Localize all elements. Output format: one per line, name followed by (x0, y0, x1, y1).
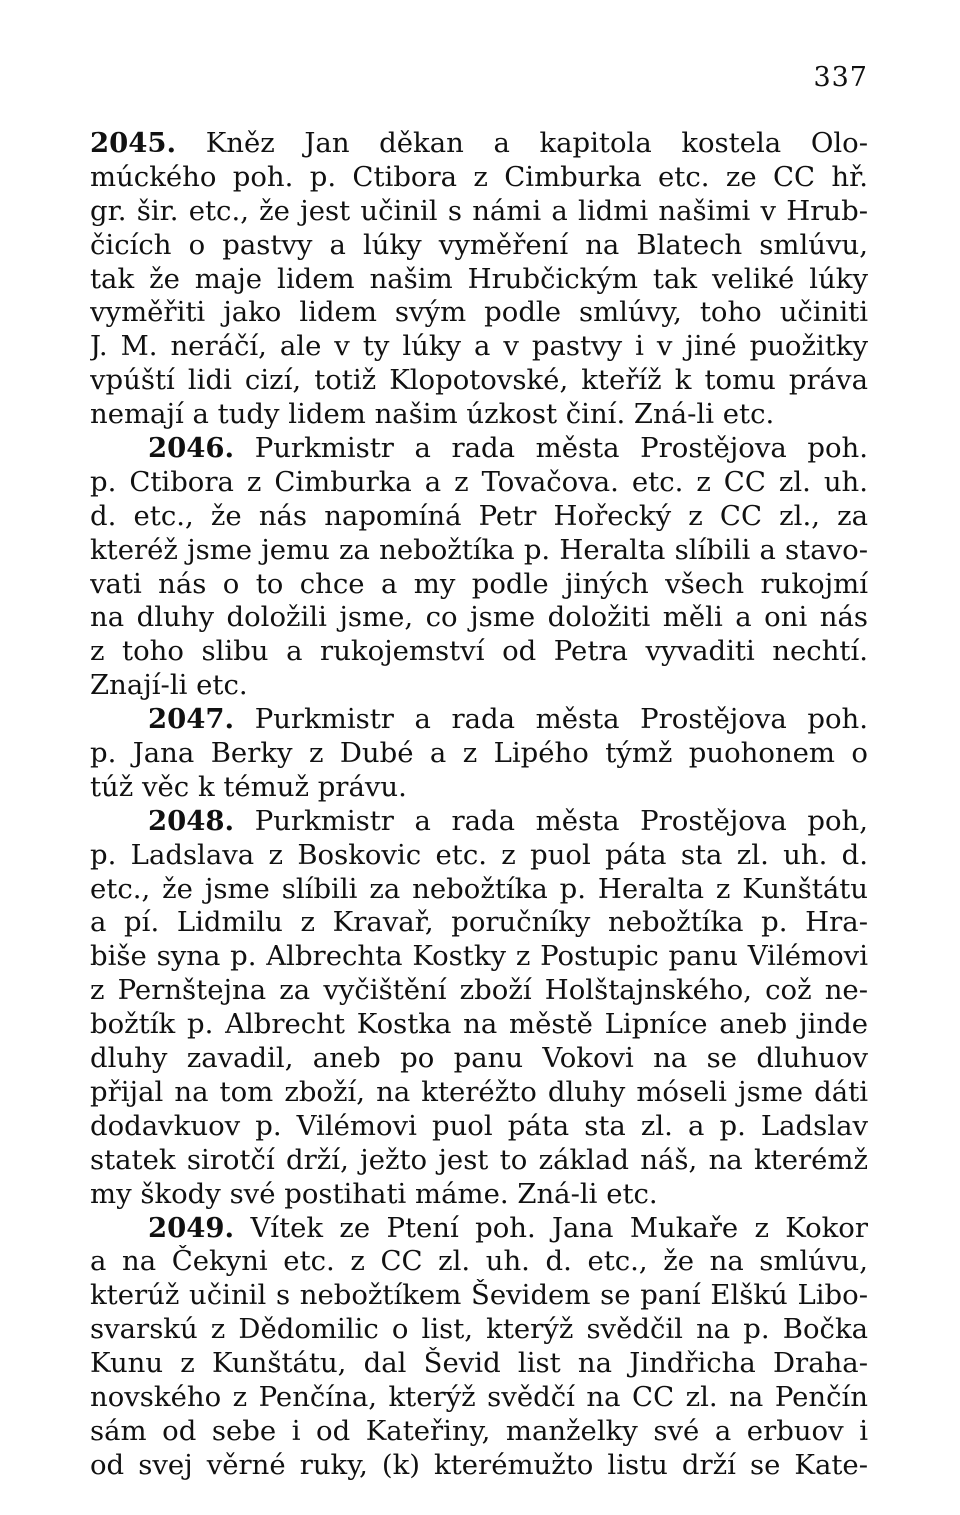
line-text: vati nás o to chce a my podle jiných všech rukojmí (90, 567, 868, 600)
text-line (90, 568, 868, 602)
line-text: p. Ladslava z Boskovic etc. z puol páta sta zl. uh. d. (90, 838, 868, 871)
text-line (90, 906, 868, 940)
line-text: novského z Penčína, kterýž svědčí na CC zl. na Penčín (90, 1380, 868, 1413)
text-line (90, 1245, 868, 1279)
line-text: od svej věrné ruky, (k) kterémužto listu drží se Kate- (90, 1448, 868, 1481)
text-line (90, 432, 868, 466)
line-text: přijal na tom zboží, na kteréžto dluhy móseli jsme dáti (90, 1075, 868, 1108)
text-line (90, 1279, 868, 1313)
text-line (90, 466, 868, 500)
entry-number: 2047. (148, 703, 235, 736)
line-text: z Pernštejna za vyčištění zboží Holštajnského, což ne- (90, 974, 868, 1007)
text-line (90, 737, 868, 771)
line-text: z toho slibu a rukojemství od Petra vyvaditi nechtí. (90, 635, 868, 668)
text-line (90, 771, 868, 805)
text-line (90, 364, 868, 398)
line-text: Vítek ze Ptení poh. Jana Mukaře z Kokor (250, 1211, 868, 1244)
entry-2048 (90, 805, 868, 1212)
text-line (90, 1381, 868, 1415)
text-line (90, 601, 868, 635)
entry-2045 (90, 127, 868, 432)
text-line (90, 1212, 868, 1246)
line-text: kteréž jsme jemu za nebožtíka p. Heralta slíbili a stavo- (90, 533, 868, 566)
text-line (90, 534, 868, 568)
entry-number: 2048. (148, 804, 235, 837)
text-line (90, 1178, 868, 1212)
entry-number: 2045. (90, 127, 177, 159)
entry-number: 2049. (148, 1211, 235, 1244)
text-line (90, 1415, 868, 1449)
line-text: svarskú z Dědomilic o list, kterýž svědčil na p. Bočka (90, 1313, 868, 1346)
text-line (90, 974, 868, 1008)
line-text: gr. šir. etc., že jest učinil s námi a lidmi našimi v Hrub- (90, 194, 868, 227)
text-line (90, 1110, 868, 1144)
text-line (90, 839, 868, 873)
text-line (90, 1313, 868, 1347)
line-text: Kunu z Kunštátu, dal Ševid list na Jindřicha Draha- (90, 1347, 868, 1380)
line-text: p. Jana Berky z Dubé a z Lipého týmž puohonem o (90, 737, 868, 770)
text-line (90, 1042, 868, 1076)
line-text: nemají a tudy lidem našim úzkost činí. Zná-li etc. (90, 398, 775, 431)
entry-2046 (90, 432, 868, 703)
text-line (90, 296, 868, 330)
line-text: my škody své postihati máme. Zná-li etc. (90, 1177, 658, 1210)
text-line (90, 127, 868, 161)
text-line (90, 873, 868, 907)
page-number: 337 (813, 62, 868, 93)
entry-2047 (90, 703, 868, 805)
entry-2049 (90, 1212, 868, 1483)
text-line (90, 669, 868, 703)
line-text: dluhy zavadil, aneb po panu Vokovi na se dluhuov (90, 1042, 868, 1075)
line-text: etc., že jsme slíbili za nebožtíka p. Heralta z Kunštátu (90, 872, 868, 905)
text-line (90, 805, 868, 839)
text-line (90, 398, 868, 432)
line-text: a na Čekyni etc. z CC zl. uh. d. etc., že na smlúvu, (90, 1245, 868, 1278)
text-line (90, 330, 868, 364)
line-text: p. Ctibora z Cimburka a z Tovačova. etc. z CC zl. uh. (90, 465, 868, 498)
line-text: na dluhy doložili jsme, co jsme doložiti měli a oni nás (90, 601, 868, 634)
line-text: božtík p. Albrecht Kostka na městě Lipníce aneb jinde (90, 1008, 868, 1041)
line-text: vpúští lidi cizí, totiž Klopotovské, kteříž k tomu práva (90, 364, 868, 397)
line-text: dodavkuov p. Vilémovi puol páta sta zl. a p. Ladslav (90, 1109, 868, 1142)
line-text: vyměřiti jako lidem svým podle smlúvy, toho učiniti (90, 296, 868, 329)
line-text: d. etc., že nás napomíná Petr Hořecký z CC zl., za (90, 499, 868, 532)
line-text: Znají-li etc. (90, 669, 248, 702)
line-text: J. M. neráčí, ale v ty lúky a v pastvy i v jiné puožitky (90, 330, 868, 363)
text-line (90, 500, 868, 534)
entry-number: 2046. (148, 432, 235, 465)
line-text: a pí. Lidmilu z Kravař, poručníky nebožtíka p. Hra- (90, 906, 868, 939)
line-text: múckého poh. p. Ctibora z Cimburka etc. ze CC hř. (90, 160, 868, 193)
line-text: Purkmistr a rada města Prostějova poh, (254, 804, 868, 837)
text-line (90, 940, 868, 974)
line-text: Kněz Jan děkan a kapitola kostela Olo- (205, 127, 868, 159)
text-line (90, 1144, 868, 1178)
line-text: Purkmistr a rada města Prostějova poh. (254, 703, 868, 736)
line-text: sám od sebe i od Kateřiny, manželky své a erbuov i (90, 1414, 868, 1447)
text-line (90, 195, 868, 229)
text-line (90, 1076, 868, 1110)
text-line (90, 229, 868, 263)
line-text: tak že maje lidem našim Hrubčickým tak veliké lúky (90, 262, 868, 295)
text-line (90, 703, 868, 737)
line-text: kterúž učinil s nebožtíkem Ševidem se paní Elškú Libo- (90, 1279, 868, 1312)
line-text: čicích o pastvy a lúky vyměření na Blatech smlúvu, (90, 228, 868, 261)
line-text: Purkmistr a rada města Prostějova poh. (254, 432, 868, 465)
text-line (90, 1008, 868, 1042)
text-line (90, 263, 868, 297)
text-line (90, 635, 868, 669)
text-line (90, 161, 868, 195)
line-text: statek sirotčí drží, ježto jest to základ náš, na kterémž (90, 1143, 868, 1176)
text-line (90, 1449, 868, 1483)
document-body (90, 127, 868, 1483)
text-line (90, 1347, 868, 1381)
line-text: biše syna p. Albrechta Kostky z Postupic panu Vilémovi (90, 940, 868, 973)
line-text: túž věc k témuž právu. (90, 770, 407, 803)
